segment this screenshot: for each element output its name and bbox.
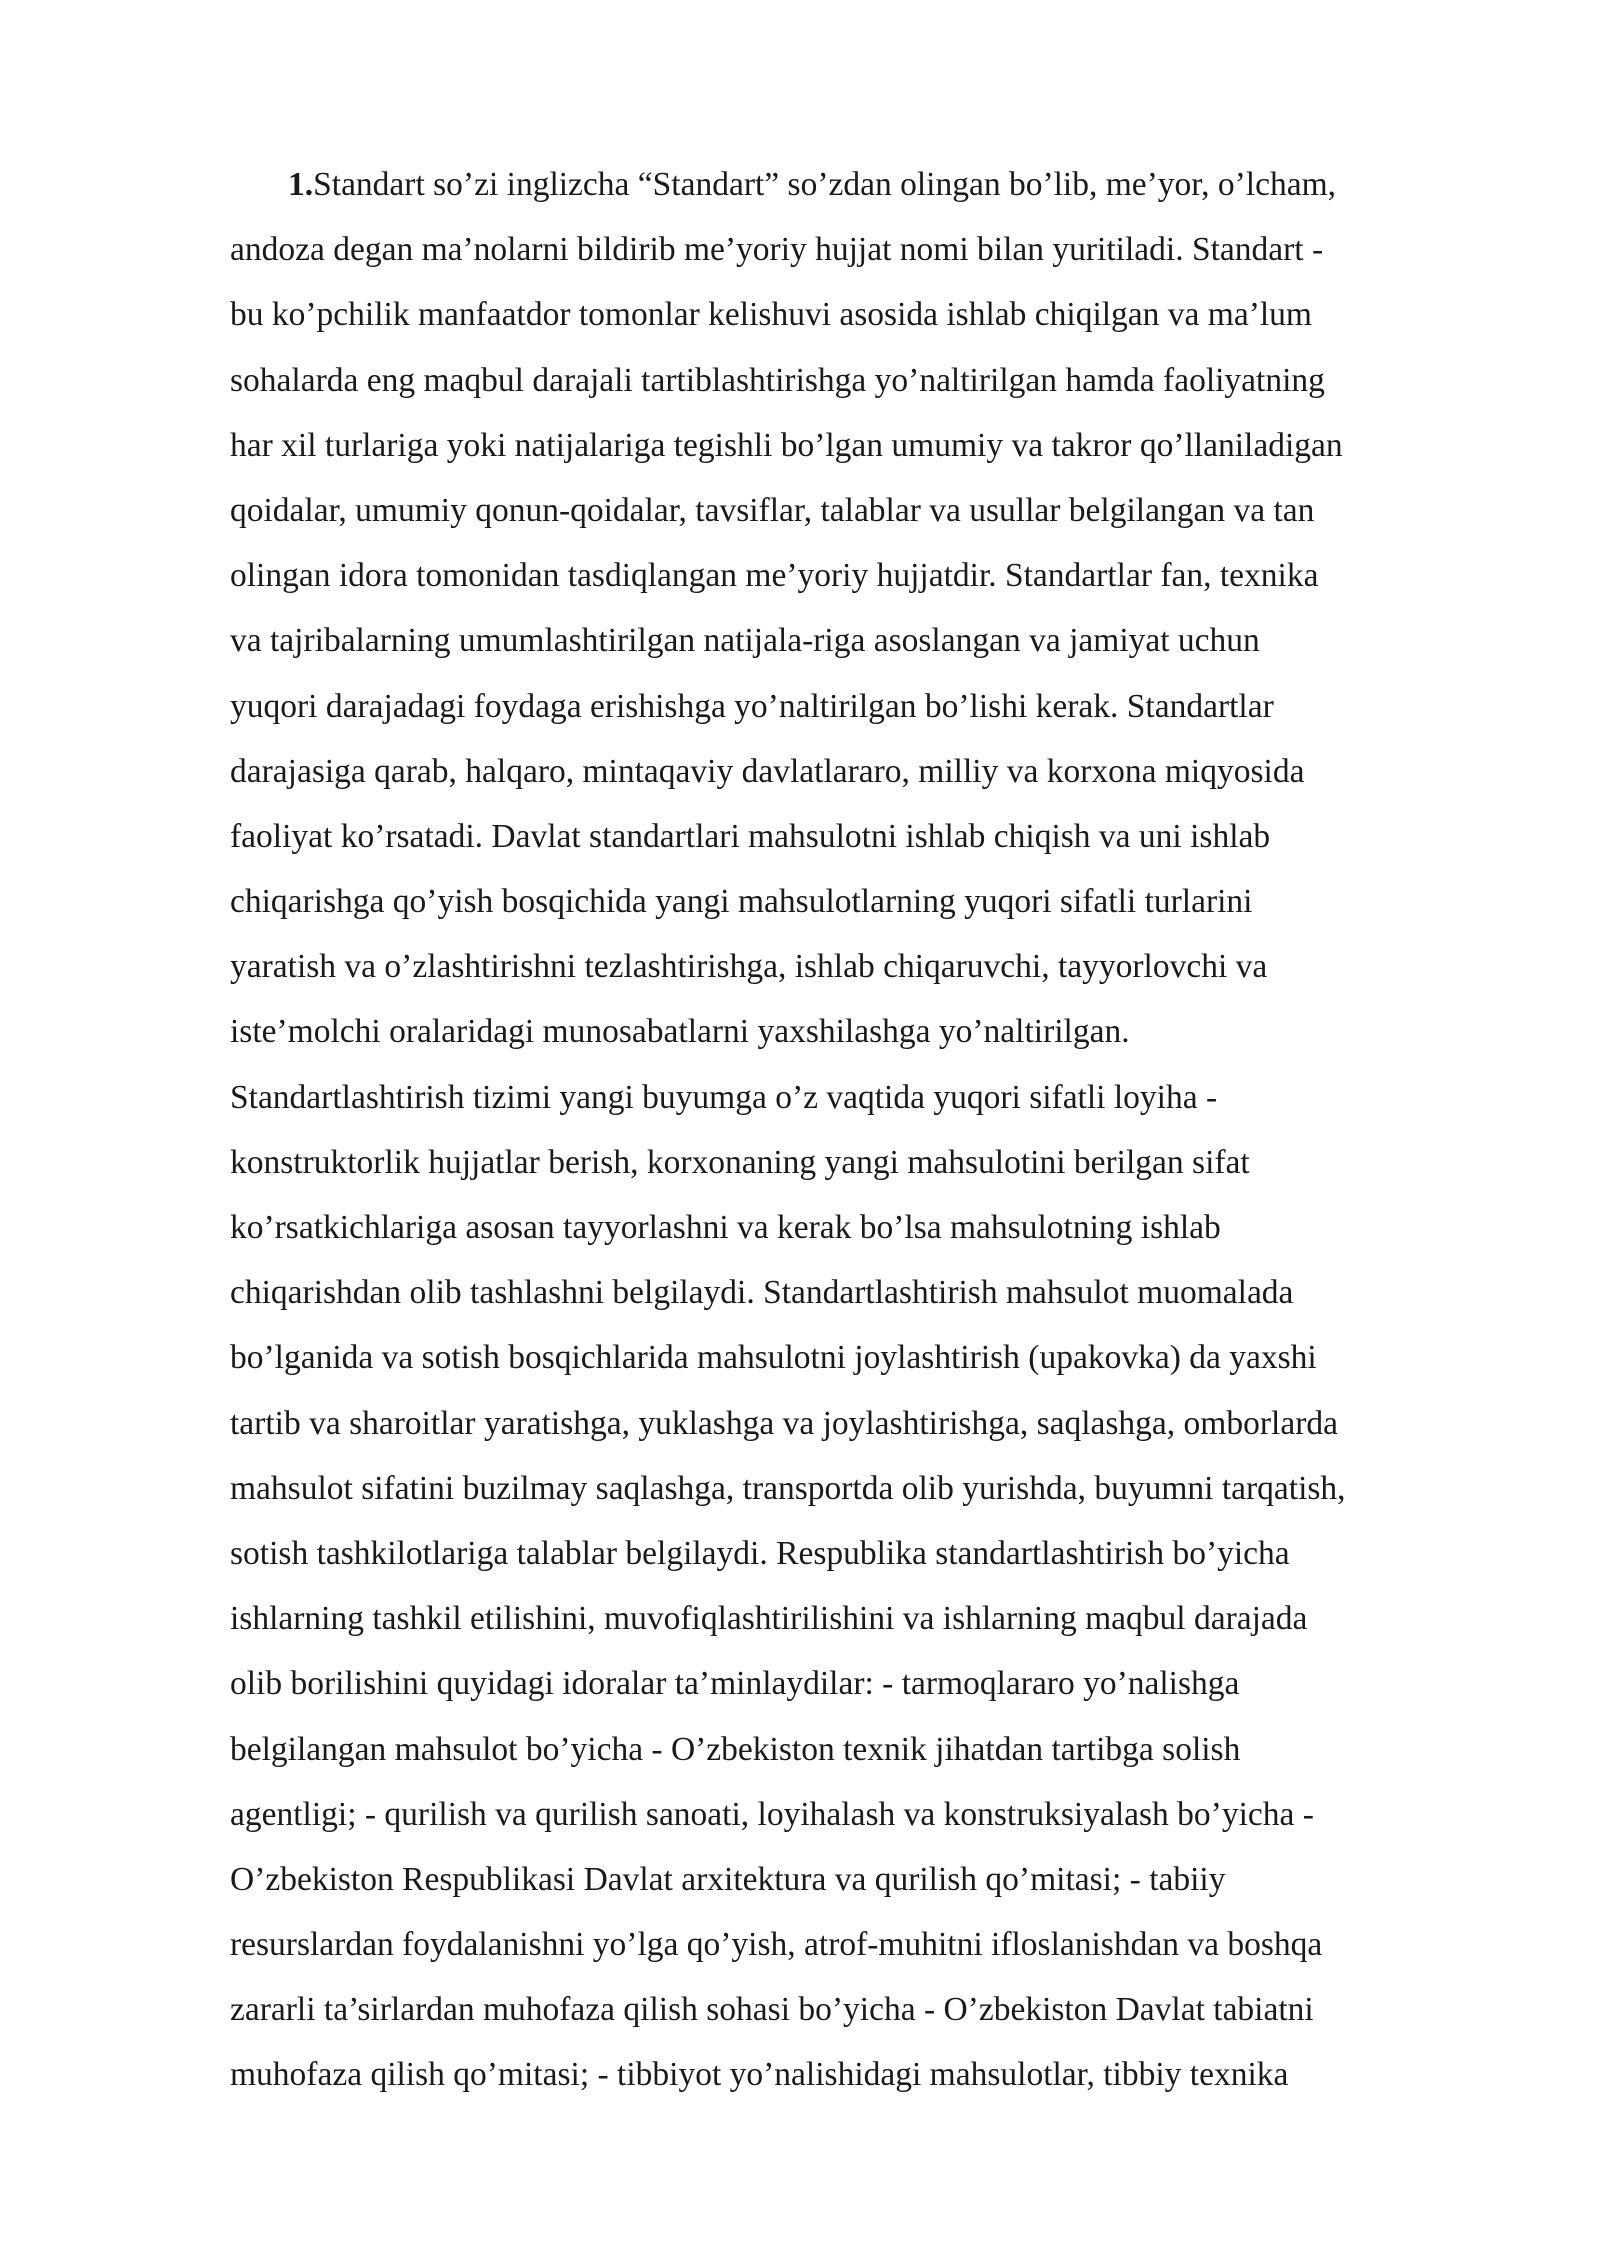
text-line: O’zbekiston Respublikasi Davlat arxitektura va qurilish qo’mitasi; - tabiiy (230, 1860, 1226, 1898)
text-line: belgilangan mahsulot bo’yicha - O’zbekiston texnik jihatdan tartibga solish (230, 1730, 1241, 1768)
text-line: tartib va sharoitlar yaratishga, yuklashga va joylashtirishga, saqlashga, omborlarda (230, 1404, 1338, 1442)
text-line: chiqarishga qo’yish bosqichida yangi mahsulotlarning yuqori sifatli turlarini (230, 883, 1253, 921)
text-line: 1.Standart so’zi inglizcha “Standart” so’zdan olingan bo’lib, me’yor, o’lcham, (288, 166, 1337, 203)
text-line: iste’molchi oralaridagi munosabatlarni yaxshilashga yo’naltirilgan. (230, 1013, 1130, 1051)
text-line: resurslardan foydalanishni yo’lga qo’yish, atrof-muhitni ifloslanishdan va boshqa (230, 1926, 1323, 1964)
text-line: qoidalar, umumiy qonun-qoidalar, tavsiflar, talablar va usullar belgilangan va tan (230, 491, 1315, 529)
text-line: konstruktorlik hujjatlar berish, korxonaning yangi mahsulotini berilgan sifat (230, 1143, 1250, 1181)
text-line: zararli ta’sirlardan muhofaza qilish sohasi bo’yicha - O’zbekiston Davlat tabiatni (230, 1991, 1314, 2029)
text-line: yaratish va o’zlashtirishni tezlashtirishga, ishlab chiqaruvchi, tayyorlovchi va (230, 948, 1268, 986)
item-number: 1. (288, 166, 314, 203)
text-line: muhofaza qilish qo’mitasi; - tibbiyot yo’nalishidagi mahsulotlar, tibbiy texnika (230, 2056, 1289, 2094)
text-line: Standartlashtirish tizimi yangi buyumga o’z vaqtida yuqori sifatli loyiha - (230, 1078, 1218, 1116)
text-line: har xil turlariga yoki natijalariga tegishli bo’lgan umumiy va takror qo’llaniladigan (230, 426, 1343, 464)
text-line: yuqori darajadagi foydaga erishishga yo’naltirilgan bo’lishi kerak. Standartlar (230, 687, 1274, 725)
body-paragraph (230, 152, 1490, 2108)
text-line: sohalarda eng maqbul darajali tartiblashtirishga yo’naltirilgan hamda faoliyatning (230, 361, 1325, 399)
text-line: andoza degan ma’nolarni bildirib me’yoriy hujjat nomi bilan yuritiladi. Standart - (230, 231, 1324, 269)
text-line: ko’rsatkichlariga asosan tayyorlashni va kerak bo’lsa mahsulotning ishlab (230, 1209, 1221, 1246)
text-line: chiqarishdan olib tashlashni belgilaydi. Standartlashtirish mahsulot muomalada (230, 1274, 1294, 1312)
text-line: olingan idora tomonidan tasdiqlangan me’yoriy hujjatdir. Standartlar fan, texnika (230, 557, 1319, 595)
text-line: ishlarning tashkil etilishini, muvofiqlashtirilishini va ishlarning maqbul darajada (230, 1600, 1308, 1638)
text-line: olib borilishini quyidagi idoralar ta’minlaydilar: - tarmoqlararo yo’nalishga (230, 1665, 1240, 1703)
text-line: agentligi; - qurilish va qurilish sanoati, loyihalash va konstruksiyalash bo’yicha - (230, 1795, 1314, 1833)
text-line: sotish tashkilotlariga talablar belgilaydi. Respublika standartlashtirish bo’yicha (230, 1534, 1290, 1572)
text-line: bu ko’pchilik manfaatdor tomonlar kelishuvi asosida ishlab chiqilgan va ma’lum (230, 296, 1312, 334)
text-line: faoliyat ko’rsatadi. Davlat standartlari mahsulotni ishlab chiqish va uni ishlab (230, 817, 1271, 855)
text-line: darajasiga qarab, halqaro, mintaqaviy davlatlararo, milliy va korxona miqyosida (230, 752, 1305, 790)
text-line: mahsulot sifatini buzilmay saqlashga, transportda olib yurishda, buyumni tarqatish, (230, 1469, 1346, 1507)
text-line: bo’lganida va sotish bosqichlarida mahsulotni joylashtirish (upakovka) da yaxshi (230, 1339, 1317, 1377)
text-line: va tajribalarning umumlashtirilgan natijala-riga asoslangan va jamiyat uchun (230, 622, 1260, 660)
